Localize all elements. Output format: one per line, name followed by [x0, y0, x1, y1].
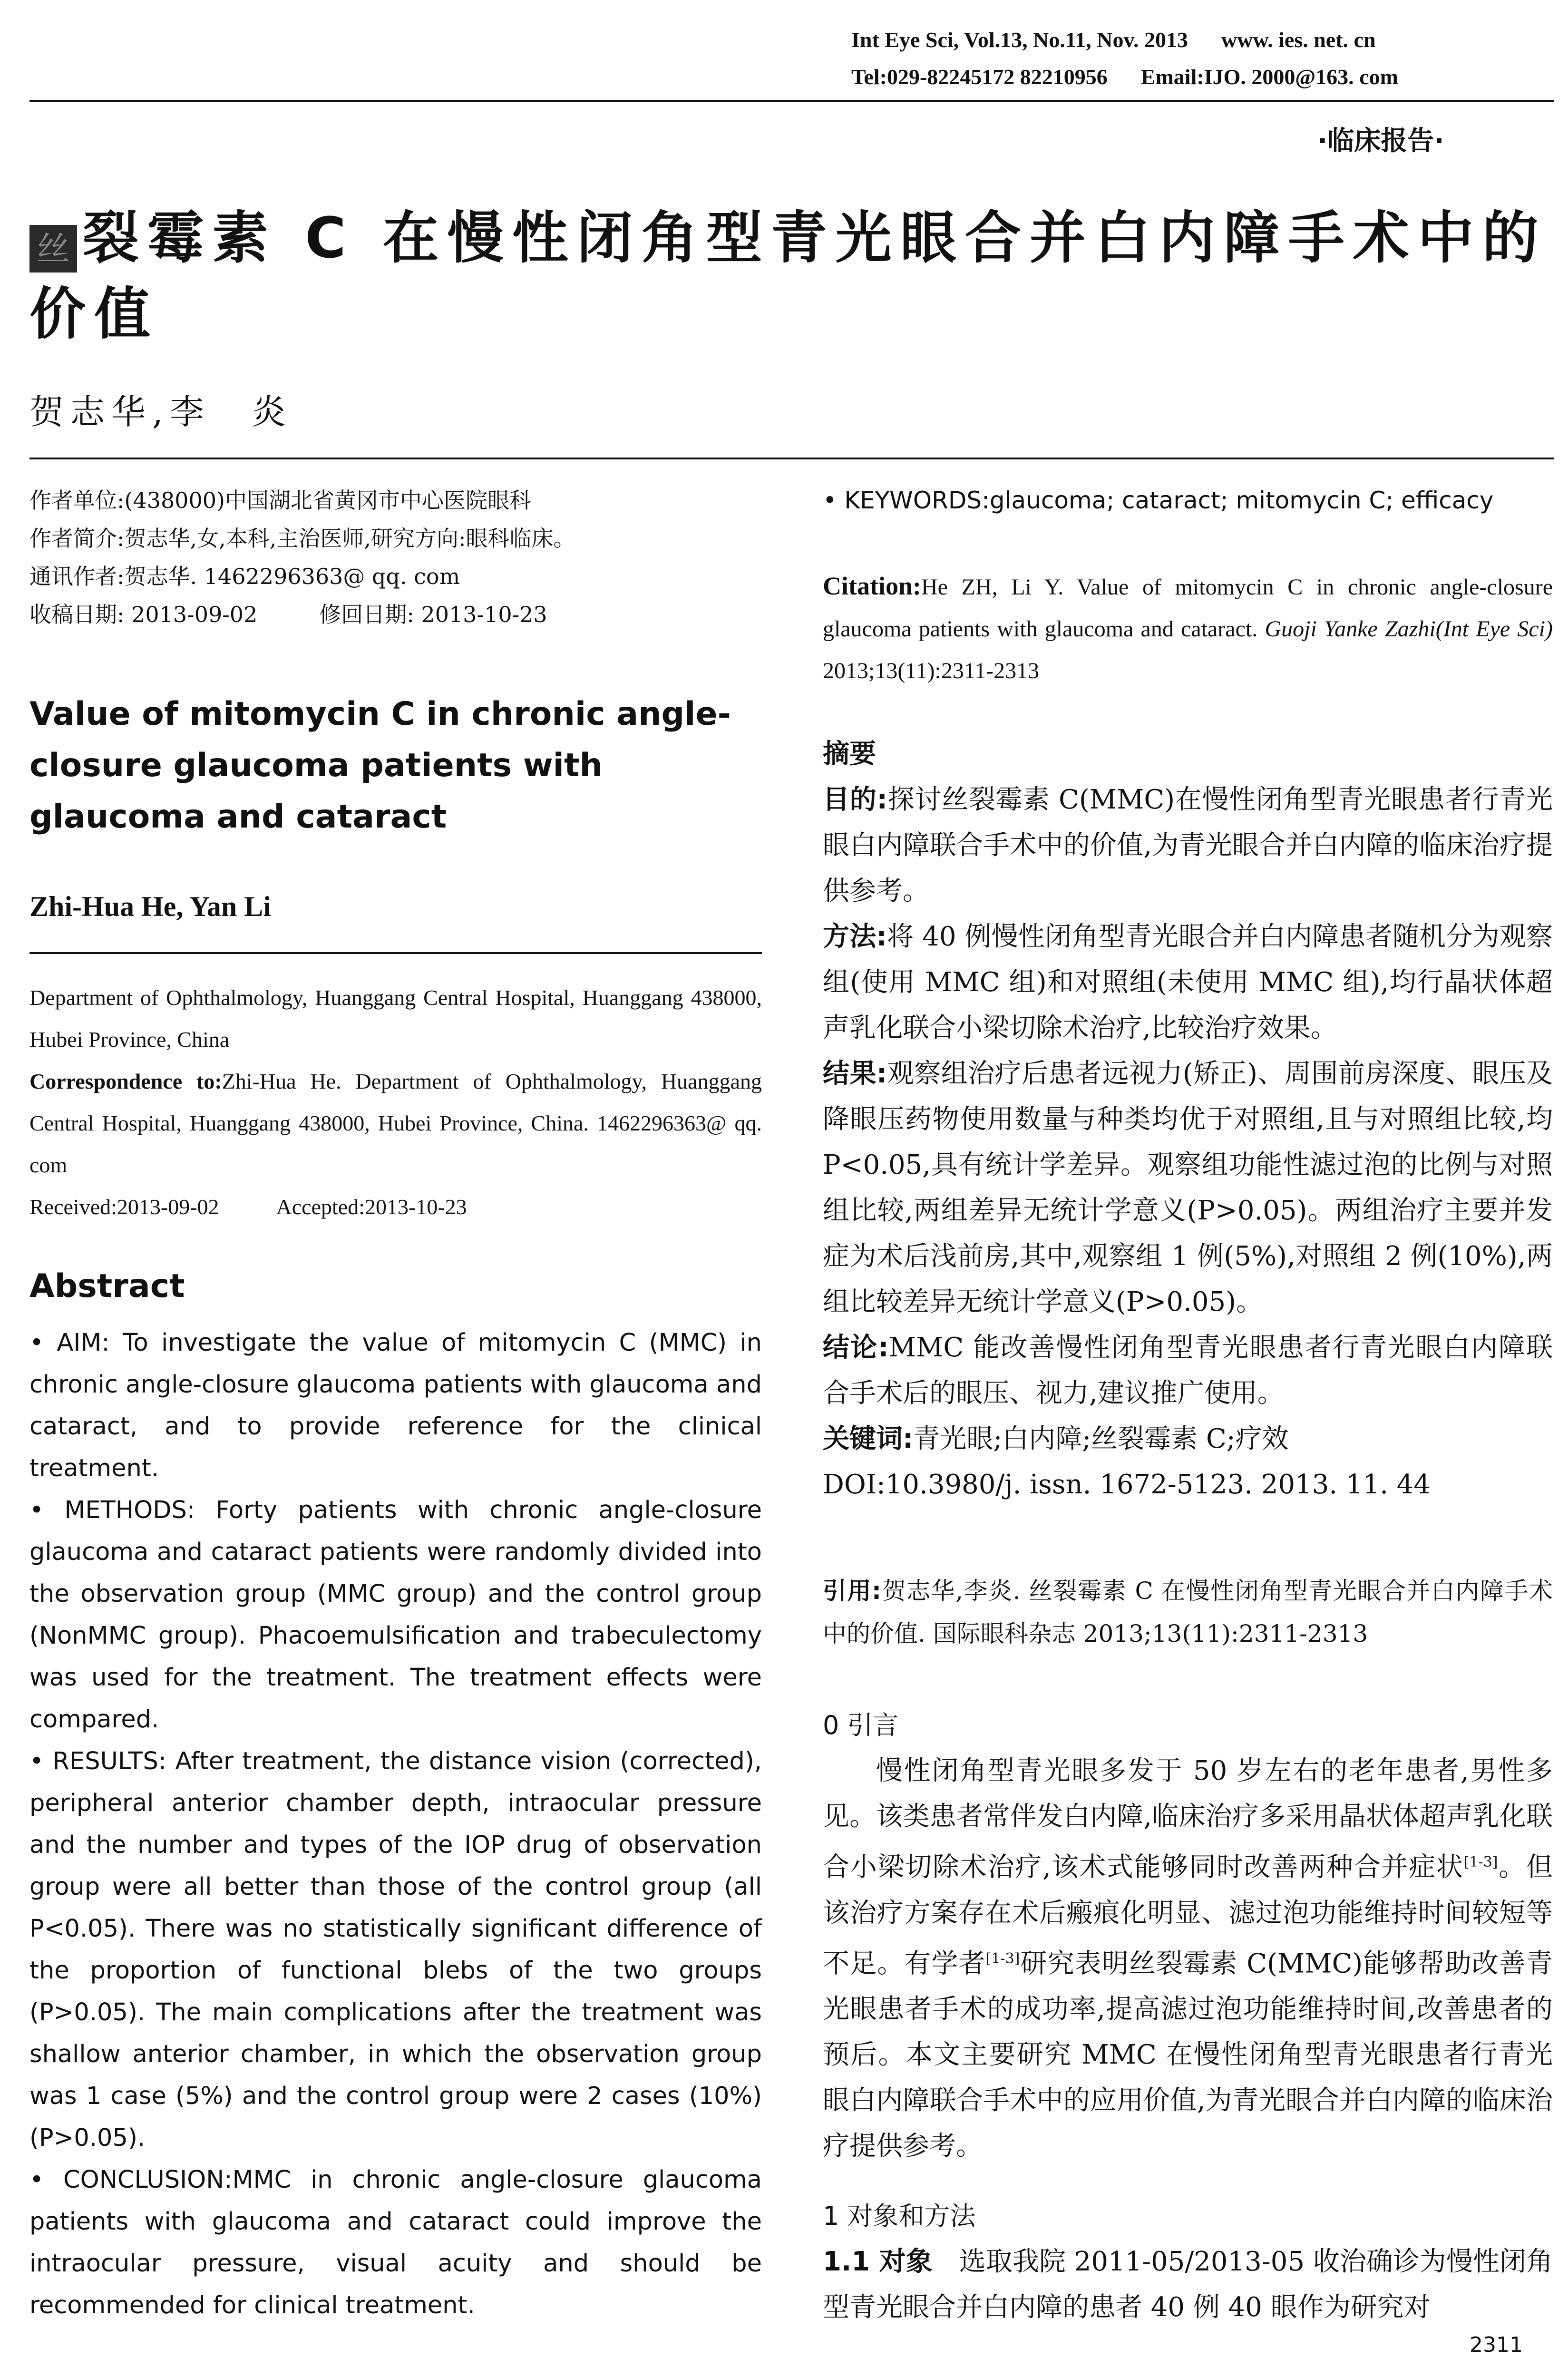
intro-paragraph	[823, 1748, 1553, 2169]
abstract-results: • RESULTS: After treatment, the distance vision (corrected), peripheral anterior chamber depth, intraocular pressure and the number and types of the IOP drug of observation group were all better than those of the control group (all P<0.05). There was no statistically significant difference of the proportion of functional blebs of the two groups (P>0.05). The main complications after the treatment was shallow anterior chamber, in which the observation group was 1 case (5%) and the control group were 2 cases (10%) (P>0.05).	[29, 1747, 762, 2152]
affiliation-block	[29, 977, 762, 1228]
meta-revised: 修回日期: 2013-10-23	[319, 602, 547, 627]
intro-ref-1: [1-3]	[1463, 1854, 1498, 1870]
citation-cn-label: 引用:	[823, 1577, 882, 1605]
intro-text-1: 慢性闭角型青光眼多发于 50 岁左右的老年患者,男性多见。该类患者常伴发白内障,临床治疗多采用晶状体超声乳化联合小梁切除术治疗,该术式能够同时改善两种合并症状	[823, 1755, 1553, 1883]
abstract-cn	[823, 731, 1553, 1508]
keywords-label: 关键词:	[823, 1423, 914, 1454]
abstract-cn-keywords	[823, 1416, 1553, 1462]
citation-label: Citation:	[823, 572, 921, 600]
abstract-aim: • AIM: To investigate the value of mitomycin C (MMC) in chronic angle-closure glaucoma patients with glaucoma and cataract, and to provide reference for the clinical treatment.	[29, 1329, 762, 1482]
accepted-en: Accepted:2013-10-23	[276, 1195, 467, 1219]
intro-body	[823, 1748, 1553, 2169]
received-en: Received:2013-09-02	[29, 1195, 219, 1219]
dates-en	[29, 1186, 762, 1228]
intro-text-2: 。但该治疗方案存在术后瘢痕化明显、滤过泡功能维持时间较短等不足。有学者	[823, 1851, 1553, 1979]
abstract-conclusion: • CONCLUSION:MMC in chronic angle-closure glaucoma patients with glaucoma and cataract could improve the intraocular pressure, visual acuity and should be recommended for clinical treatment.	[29, 2166, 762, 2319]
citation-cn	[823, 1569, 1553, 1655]
citation-journal: Guoji Yanke Zazhi(Int Eye Sci)	[1265, 616, 1553, 642]
journal-info: Int Eye Sci, Vol.13, No.11, Nov. 2013	[851, 28, 1188, 52]
methods-sub-text: 选取我院 2011-05/2013-05 收治确诊为慢性闭角型青光眼合并白内障的患者 40 例 40 眼作为研究对	[823, 2246, 1553, 2323]
abstract-cn-aim	[823, 777, 1553, 914]
doi: DOI:10.3980/j. issn. 1672-5123. 2013. 11. 44	[823, 1469, 1431, 1500]
abstract-cn-results	[823, 1051, 1553, 1325]
correspondence-text: Zhi-Hua He. Department of Ophthalmology, Huanggang Central Hospital, Huanggang 438000, Hubei Province, China. 1462296363@ qq. com	[29, 1069, 762, 1177]
correspondence-label: Correspondence to:	[29, 1069, 222, 1093]
methods-text: 将 40 例慢性闭角型青光眼合并白内障患者随机分为观察组(使用 MMC 组)和对照组(未使用 MMC 组),均行晶状体超声乳化联合小梁切除术治疗,比较治疗效果。	[823, 921, 1553, 1043]
keywords-text: 青光眼;白内障;丝裂霉素 C;疗效	[913, 1423, 1289, 1454]
abstract-methods: • METHODS: Forty patients with chronic angle-closure glaucoma and cataract patients were randomly divided into the observation group (MMC group) and the control group (NonMMC group). Phacoemulsification and trabeculectomy was used for the treatment. The treatment effects were compared.	[29, 1496, 762, 1734]
aim-text: 探讨丝裂霉素 C(MMC)在慢性闭角型青光眼患者行青光眼白内障联合手术中的价值,为青光眼合并白内障的临床治疗提供参考。	[823, 784, 1553, 906]
title-mark-icon: 丝	[29, 225, 77, 273]
meta-corr: 通讯作者:贺志华. 1462296363@ qq. com	[29, 564, 460, 589]
abstract-cn-conclusion	[823, 1325, 1553, 1416]
methods-heading: 1 对象和方法	[823, 2201, 976, 2231]
correspondence	[29, 1061, 762, 1186]
intro-ref-2: [1-3]	[985, 1950, 1020, 1967]
methods-subsection	[823, 2239, 1553, 2330]
conclusion-text: MMC 能改善慢性闭角型青光眼患者行青光眼白内障联合手术后的眼压、视力,建议推广使用。	[823, 1332, 1553, 1409]
methods-sub-label: 1.1 对象	[823, 2246, 933, 2277]
page-number: 2311	[1470, 2333, 1523, 2357]
affiliation-en: Department of Ophthalmology, Huanggang Central Hospital, Huanggang 438000, Hubei Province, China	[29, 985, 762, 1052]
section-label: ·临床报告·	[1317, 126, 1444, 156]
header-rule	[29, 100, 1554, 102]
journal-email: Email:IJO. 2000@163. com	[1140, 65, 1398, 89]
keywords-en: • KEYWORDS:glaucoma; cataract; mitomycin C; efficacy	[823, 487, 1494, 514]
citation-tail: 2013;13(11):2311-2313	[823, 658, 1040, 683]
english-authors: Zhi-Hua He, Yan Li	[29, 891, 271, 922]
intro-text-3: 研究表明丝裂霉素 C(MMC)能够帮助改善青光眼患者手术的成功率,提高滤过泡功能维持时间,改善患者的预后。本文主要研究 MMC 在慢性闭角型青光眼患者行青光眼白内障联合手术中的应用价值,为青光眼合并白内障的临床治疗提供参考。	[823, 1948, 1553, 2162]
results-label: 结果:	[823, 1058, 887, 1089]
journal-tel: Tel:029-82245172 82210956	[851, 65, 1108, 89]
intro-heading: 0 引言	[823, 1710, 899, 1740]
methods-sub-para	[823, 2239, 1553, 2330]
meta-dates	[29, 595, 762, 633]
abstract-heading: Abstract	[29, 1267, 185, 1305]
results-text: 观察组治疗后患者远视力(矫正)、周围前房深度、眼压及降眼压药物使用数量与种类均优于对照组,且与对照组比较,均 P<0.05,具有统计学差异。观察组功能性滤过泡的比例与对照组比较,两组差异无统计学意义(P>0.05)。两组治疗主要并发症为术后浅前房,其中,观察组 1 例(5%),对照组 2 例(10%),两组比较差异无统计学意义(P>0.05)。	[823, 1058, 1553, 1317]
article-title	[29, 200, 1551, 352]
meta-cn	[29, 481, 762, 633]
running-header-line1	[851, 25, 1376, 55]
authors-rule	[29, 952, 762, 954]
authors-cn: 贺志华,李 炎	[29, 392, 292, 432]
meta-unit: 作者单位:(438000)中国湖北省黄冈市中心医院眼科	[29, 487, 531, 513]
citation-text: He ZH, Li Y. Value of mitomycin C in chronic angle-closure glaucoma patients with glaucoma and cataract.	[823, 575, 1553, 642]
aim-label: 目的:	[823, 784, 887, 815]
journal-website: www. ies. net. cn	[1221, 28, 1376, 52]
running-header-line2	[851, 62, 1398, 92]
abstract-cn-heading: 摘要	[823, 739, 876, 770]
citation-cn-text: 贺志华,李炎. 丝裂霉素 C 在慢性闭角型青光眼合并白内障手术中的价值. 国际眼科杂志 2013;13(11):2311-2313	[823, 1577, 1553, 1647]
citation-en	[823, 565, 1553, 692]
title-text: 裂霉素 C 在慢性闭角型青光眼合并白内障手术中的价值	[29, 205, 1547, 347]
abstract-en	[29, 1322, 762, 2327]
abstract-cn-methods	[823, 914, 1553, 1051]
english-title: Value of mitomycin C in chronic angle-closure glaucoma patients with glaucoma and cataract	[29, 695, 731, 836]
meta-received: 收稿日期: 2013-09-02	[29, 602, 258, 627]
conclusion-label: 结论:	[823, 1332, 889, 1363]
meta-bio: 作者简介:贺志华,女,本科,主治医师,研究方向:眼科临床。	[29, 526, 575, 551]
title-rule	[29, 458, 1554, 459]
methods-label: 方法:	[823, 921, 887, 952]
